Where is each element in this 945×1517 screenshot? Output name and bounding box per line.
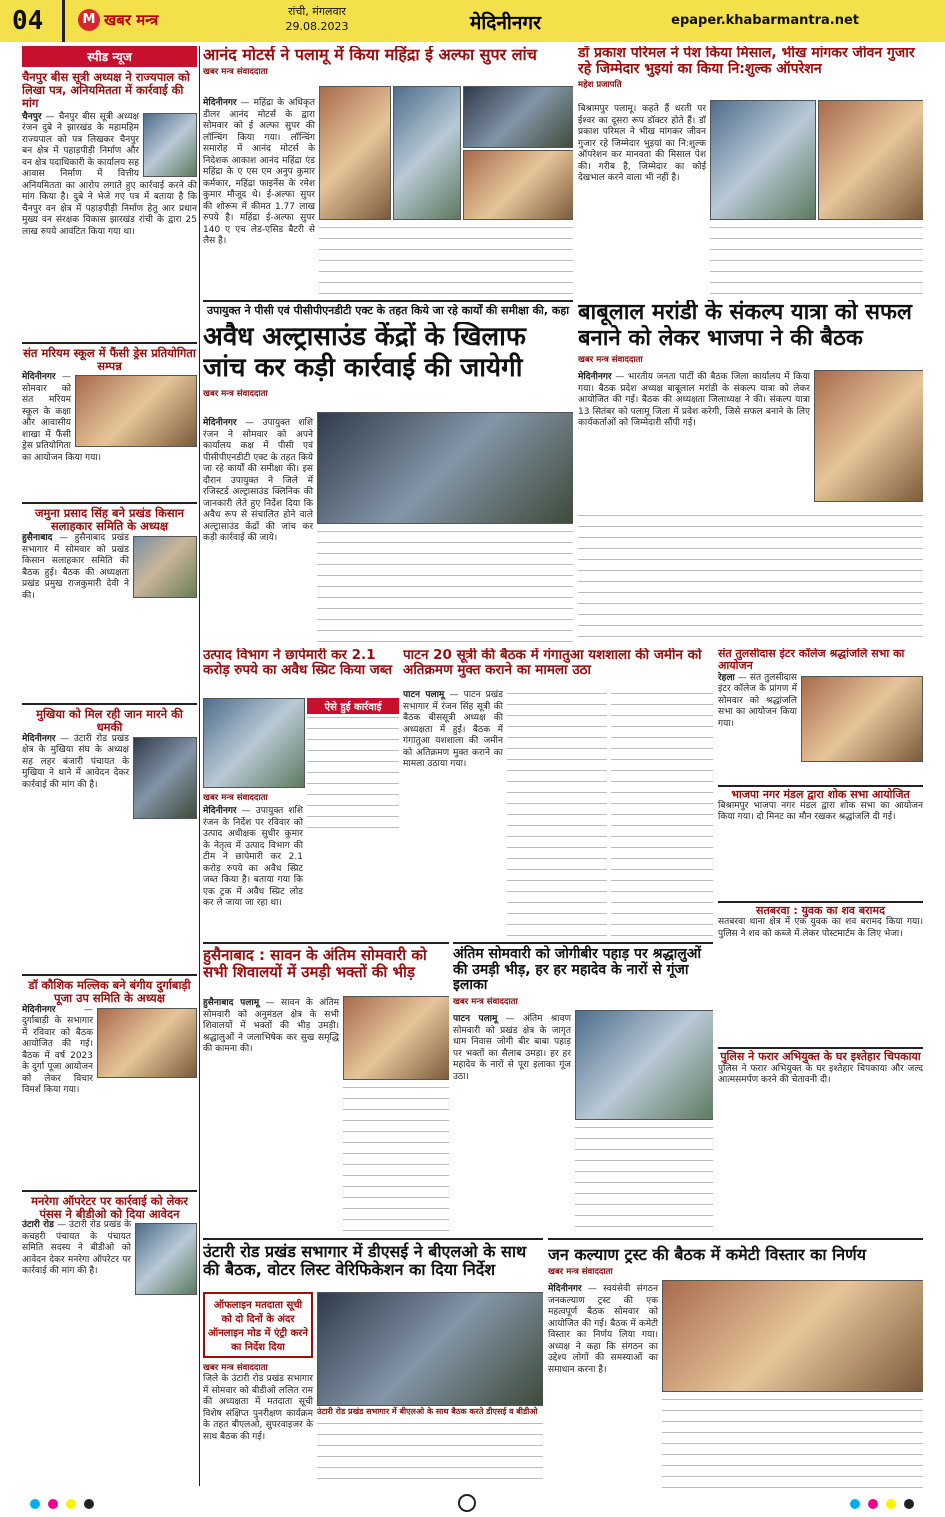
doctor-body: बिश्रामपुर पलामू। कहते हैं धरती पर ईश्वर का दूसरा रूप डॉक्टर होते हैं। डॉ प्रकाश परिमल ने भीख मांगकर जीवन गुजार रहे जिम्मेदार भुइयां का नि:शुल्क ऑपरेशन कर मानवता की मिसाल पेश की। गरीब है, जिम्मेदार का कोई देखभाल करने वाला भी नहीं है।	[578, 104, 706, 183]
excise-box-headline: ऐसे हुई कार्रवाई	[307, 698, 399, 714]
ultrasound-body: उपायुक्त शशि रंजन ने सोमवार को अपने कार्यालय कक्ष में पीसी एवं पीसीपीएनडीटी एक्ट के तहत किये जा रहे कार्यों की समीक्षा की। इस दौरान उपायुक्त ने जिले में रजिस्टर्ड अल्ट्रासाउंड क्लिनिक की जानकारी लेते हुए निर्देश दिया कि अवैध रूप से संचालित होने वाले अल्ट्रासाउंड केंद्रों की जांच कर कड़ी कार्रवाई की जाये।	[203, 418, 313, 543]
black-mark	[84, 1499, 94, 1509]
trust-headline[interactable]: जन कल्याण ट्रस्ट की बैठक में कमेटी विस्तार का निर्णय	[548, 1245, 866, 1264]
paatan-text-col3	[611, 690, 713, 936]
sawan-dateline: हुसैनाबाद पलामू	[203, 998, 260, 1008]
registration-target-icon	[458, 1494, 476, 1512]
s4-body: उंटारी रोड प्रखंड क्षेत्र के मुखिया संघ के अध्यक्ष सह लहर बंजारी पंचायत के मुखिया ने थाने में आवेदन देकर कार्रवाई की मांग की है।	[22, 733, 129, 790]
trust-photo	[662, 1280, 923, 1392]
trust-story	[548, 1238, 923, 1488]
masthead-dateline	[262, 4, 372, 34]
sawan-headline[interactable]: हुसैनाबाद : सावन के अंतिम सोमवारी को सभी शिवालयों में उमड़ी भक्तों की भीड़	[203, 946, 427, 981]
paatan-body: पाटन प्रखंड सभागार में रंजन सिंह सूत्री की बैठक बीससूत्री अध्यक्ष की अध्यक्षता में हुई। बैठक में गंगातुआ यशशाला की जमीन को अतिक्रमण मुक्त कराने का मामला उठाया गया।	[403, 690, 503, 769]
untari-caption: उंटारी रोड प्रखंड सभागार में बीएलओ के साथ बैठक करते डीएसई व बीडीओ	[317, 1407, 538, 1416]
untari-box: ऑफलाइन मतदाता सूची को दो दिनों के अंदर ऑनलाइन मोड में एंट्री करने का निर्देश दिया	[203, 1292, 313, 1358]
marandi-text-continued	[578, 512, 923, 642]
excise-credit: खबर मन्त्र संवाददाता	[203, 793, 268, 803]
s3-photo	[133, 536, 197, 598]
marandi-headline[interactable]: बाबूलाल मरांडी के संकल्प यात्रा को सफल बनाने को लेकर भाजपा ने की बैठक	[578, 300, 912, 351]
s4-dateline: मेदिनीनगर	[22, 733, 56, 744]
jogi-headline[interactable]: अंतिम सोमवारी को जोगीबीर पहाड़ पर श्रद्धालुओं की उमड़ी भीड़, हर हर महादेव के नारों से गूंजा इलाका	[453, 946, 702, 994]
s3-headline[interactable]: जमुना प्रसाद सिंह बने प्रखंड किसान सलाहकार समिति के अध्यक्ष	[22, 502, 197, 533]
shok-sabha-headline[interactable]: भाजपा नगर मंडल द्वारा शोक सभा आयोजित	[718, 785, 923, 801]
trust-credit: खबर मन्त्र संवाददाता	[548, 1266, 613, 1277]
left-column	[22, 46, 197, 1486]
s3-body: हुसैनाबाद प्रखंड सभागार में सोमवार को प्रखंड किसान सलाहकार समिति की बैठक हुई। बैठक की अध्यक्षता प्रखंड प्रमुख राजकुमारी देवी ने की।	[22, 533, 129, 601]
paatan-text-col2	[507, 690, 607, 936]
column-rule	[199, 46, 200, 1486]
satbarwa-body: सतबरवा थाना क्षेत्र में एक युवक का शव बरामद किया गया। पुलिस ने शव को कब्जे में लेकर पोस्टमार्टम के लिए भेजा।	[718, 917, 923, 939]
s5-headline[interactable]: डॉ कौशिक मल्लिक बने बंगीय दुर्गाबाड़ी पूजा उप समिति के अध्यक्ष	[22, 974, 197, 1005]
doctor-story	[578, 46, 923, 296]
tulsi-dateline: रेहला	[718, 672, 735, 683]
s6-body: उंटारी रोड प्रखंड के कचहरी पंचायत के पंचायत समिति सदस्य ने बीडीओ को आवेदन देकर मनरेगा ऑपरेटर पर कार्रवाई की मांग की है।	[22, 1220, 131, 1277]
s6-text: उंटारी रोड — उंटारी रोड प्रखंड के कचहरी पंचायत के पंचायत समिति सदस्य ने बीडीओ को आवेदन देकर मनरेगा ऑपरेटर पर कार्रवाई की मांग की है।	[22, 1220, 131, 1277]
s6-headline[interactable]: मनरेगा ऑपरेटर पर कार्रवाई को लेकर पंसस ने बीडीओ को दिया आवेदन	[22, 1190, 197, 1221]
jogi-body: अंतिम श्रावण सोमवारी को प्रखंड क्षेत्र के जागृत धाम निवास जोगी बीर बाबा पहाड़ पर भक्तों का सैलाब उमड़ा। हर हर महादेव के नारों से पूरा इलाका गूंज उठा।	[453, 1014, 571, 1082]
s5-text: मेदिनीनगर — दुर्गाबाड़ी के सभागार में रविवार को बैठक आयोजित की गई। बैठक में वर्ष 2023 के दुर्गा पूजा आयोजन को लेकर विचार विमर्श किया गया।	[22, 1004, 93, 1096]
sawan-story	[203, 942, 449, 1234]
review-strip	[203, 300, 573, 320]
ultrasound-dateline: मेदिनीनगर	[203, 418, 237, 428]
sawan-body: सावन के अंतिम सोमवारी को अनुमंडल क्षेत्र के सभी शिवालयों में भक्तों की भीड़ उमड़ी। श्रद्धालुओं ने जलाभिषेक कर सुख समृद्धि की कामना की।	[203, 998, 339, 1054]
s1-photo	[143, 113, 197, 177]
s1-dateline: चैनपुर	[22, 111, 42, 122]
cyan-mark-right	[850, 1499, 860, 1509]
s2-body: सोमवार को संत मरियम स्कूल के कक्षा और आवासीय शाखा में फैंसी ड्रेस प्रतियोगिता का आयोजन किया गया।	[22, 383, 102, 463]
mahindra-credit: खबर मन्त्र संवाददाता	[203, 66, 268, 77]
marandi-story	[578, 300, 923, 645]
trust-body: स्वयंसेवी संगठन जनकल्याण ट्रस्ट की एक महत्वपूर्ण बैठक सोमवार को आयोजित की गई। बैठक में कमेटी विस्तार का निर्णय लिया गया। अध्यक्ष ने कहा कि संगठन का उद्देश्य लोगों की समस्याओं का समाधान करना है।	[548, 1284, 658, 1375]
jogi-credit: खबर मन्त्र संवाददाता	[453, 997, 518, 1008]
s4-headline[interactable]: मुखिया को मिल रही जान मारने की धमकी	[22, 703, 197, 734]
sawan-text: हुसैनाबाद पलामू — सावन के अंतिम सोमवारी को अनुमंडल क्षेत्र के सभी शिवालयों में भक्तों की भीड़ उमड़ी। श्रद्धालुओं ने जलाभिषेक कर सुख समृद्धि की कामना की।	[203, 998, 339, 1054]
trust-text-continued	[662, 1396, 923, 1488]
s2-dateline: मेदिनीनगर	[22, 372, 56, 383]
masthead-date: 29.08.2023	[285, 20, 349, 33]
s5-body: दुर्गाबाड़ी के सभागार में रविवार को बैठक आयोजित की गई। बैठक में वर्ष 2023 के दुर्गा पूजा आयोजन को लेकर विचार विमर्श किया गया।	[22, 1016, 93, 1096]
website-link[interactable]: epaper.khabarmantra.net	[671, 13, 859, 28]
trust-text: मेदिनीनगर — स्वयंसेवी संगठन जनकल्याण ट्रस्ट की एक महत्वपूर्ण बैठक सोमवार को आयोजित की गई। बैठक में कमेटी विस्तार का निर्णय लिया गया। अध्यक्ष ने कहा कि संगठन का उद्देश्य लोगों की समस्याओं का समाधान करना है।	[548, 1284, 658, 1375]
mahindra-photo-1	[319, 86, 391, 220]
mahindra-dateline: मेदिनीनगर	[203, 98, 237, 108]
sawan-text-continued	[343, 1084, 449, 1234]
masthead-city: रांची, मंगलवार	[288, 5, 346, 18]
trust-dateline: मेदिनीनगर	[548, 1284, 582, 1294]
s4-text: मेदिनीनगर — उंटारी रोड प्रखंड क्षेत्र के मुखिया संघ के अध्यक्ष सह लहर बंजारी पंचायत के मुखिया ने थाने में आवेदन देकर कार्रवाई की मांग की है।	[22, 733, 129, 790]
ultrasound-text-continued	[317, 528, 573, 642]
s5-photo	[97, 1008, 197, 1078]
ultrasound-headline[interactable]: अवैध अल्ट्रासाउंड केंद्रों के खिलाफ जांच कर कड़ी कार्रवाई की जायेगी	[203, 322, 526, 383]
doctor-headline[interactable]: डॉ प्रकाश परिमल ने पेश किया मिसाल, भीख मांगकर जीवन गुजार रहे जिम्मेदार भुइयां का किया नि:शुल्क ऑपरेशन	[578, 46, 915, 77]
s5-dateline: मेदिनीनगर	[22, 1004, 56, 1015]
mahindra-body: महिंद्रा के अधिकृत डीलर आनंद मोटर्स के द्वारा सोमवार को ई अल्फा सुपर की लॉन्चिंग किया गया। लॉन्चिंग समारोह में आनंद मोटर्स के निदेशक आकाश आनंद महिंद्रा एंड महिंद्रा के ए एस एम अनुप कुमार कर्मकार, महिंद्रा फाइनेंस के रमेश कुमार मौजूद थे। ई-अल्फा सुपर की शोरूम में कीमत 1.77 लाख रुपये है। महिंद्रा ई-अल्फा सुपर 140 ए एच लेड-एसिड बैटरी से लैस है।	[203, 98, 315, 246]
marandi-credit: खबर मन्त्र संवाददाता	[578, 355, 643, 365]
marandi-body: भारतीय जनता पार्टी की बैठक जिला कार्यालय में किया गया। बैठक प्रदेश अध्यक्ष बाबूलाल मरांडी के संकल्प यात्रा को लेकर आयोजित की गई। बैठक की अध्यक्षता जिलाध्यक्ष ने की। संकल्प यात्रा 13 सितंबर को पलामू जिला में प्रवेश करेगी, जिसे सफल बनाने के लिए कार्यकर्ताओं को जिम्मेदारी सौंपी गई।	[578, 372, 810, 428]
masthead	[0, 0, 945, 42]
marandi-dateline: मेदिनीनगर	[578, 372, 612, 382]
yellow-mark	[66, 1499, 76, 1509]
jogi-dateline: पाटन पलामू	[453, 1014, 498, 1024]
untari-text-continued	[317, 1420, 543, 1488]
s1-text: चैनपुर — चैनपुर बीस सूत्री अध्यक्ष रंजन दुबे ने झारखंड के महामहिम राज्यपाल को पत्र लिखकर चैनपुर बन क्षेत्र में पहाड़पीड़ी निर्माण और वन क्षेत्र पदाधिकारी के कार्यालय सह आवास निर्माण में वित्तीय अनियमितता का आरोप लगाते हुए कार्रवाई करने की मांग किया है। दुबे ने भेजे गए पत्र में बताया है कि चैनपुर वन क्षेत्र में पहाड़पीड़ी निर्माण हेतु आर प्रधान मुख्य वन संरक्षक विकास झारखंड रांची के द्वारा 25 लाख रुपये आवंटित किया गया था।	[22, 111, 197, 237]
tulsi-headline[interactable]: संत तुलसीदास इंटर कॉलेज श्रद्धांजलि सभा का आयोजन	[718, 648, 905, 673]
cyan-mark	[30, 1499, 40, 1509]
s2-headline[interactable]: संत मरियम स्कूल में फैंसी ड्रेस प्रतियोगिता सम्पन्न	[22, 342, 197, 373]
brand-logo-icon: M	[78, 9, 100, 31]
section-title: मेदिनीनगर	[470, 12, 541, 34]
excise-story	[203, 648, 399, 938]
marandi-text: मेदिनीनगर — भारतीय जनता पार्टी की बैठक जिला कार्यालय में किया गया। बैठक प्रदेश अध्यक्ष बाबूलाल मरांडी के संकल्प यात्रा को लेकर आयोजित की गई। बैठक की अध्यक्षता जिलाध्यक्ष ने की। संकल्प यात्रा 13 सितंबर को पलामू जिला में प्रवेश करेगी, जिसे सफल बनाने के लिए कार्यकर्ताओं को जिम्मेदारी सौंपी गई।	[578, 372, 810, 428]
excise-headline[interactable]: उत्पाद विभाग ने छापेमारी कर 2.1 करोड़ रुपये का अवैध स्प्रिट किया जब्त	[203, 648, 393, 679]
ultrasound-photo	[317, 412, 573, 524]
excise-photo	[203, 698, 305, 788]
s4-photo	[133, 737, 197, 819]
magenta-mark-right	[868, 1499, 878, 1509]
s1-body: चैनपुर बीस सूत्री अध्यक्ष रंजन दुबे ने झारखंड के महामहिम राज्यपाल को पत्र लिखकर चैनपुर बन क्षेत्र में पहाड़पीड़ी निर्माण और वन क्षेत्र पदाधिकारी के कार्यालय सह आवास निर्माण में वित्तीय अनियमितता का आरोप लगाते हुए कार्रवाई करने की मांग किया है। दुबे ने भेजे गए पत्र में बताया है कि चैनपुर वन क्षेत्र में पहाड़पीड़ी निर्माण हेतु आर प्रधान मुख्य वन संरक्षक विकास झारखंड रांची के द्वारा 25 लाख रुपये आवंटित किया गया था।	[22, 111, 197, 237]
sawan-photo	[343, 996, 449, 1080]
speed-news-label: स्पीड न्यूज	[22, 46, 197, 67]
paatan-text: पाटन पलामू — पाटन प्रखंड सभागार में रंजन सिंह सूत्री की बैठक बीससूत्री अध्यक्ष की अध्यक्षता में हुई। बैठक में गंगातुआ यशशाला की जमीन को अतिक्रमण मुक्त कराने का मामला उठाया गया।	[403, 690, 503, 769]
s2-photo	[75, 375, 197, 447]
mahindra-text-continued	[319, 224, 573, 294]
black-mark-right	[904, 1499, 914, 1509]
mahindra-photo-4	[463, 150, 573, 220]
jogi-text-continued	[575, 1124, 713, 1234]
doctor-text-continued	[710, 224, 923, 294]
right-briefs	[718, 648, 923, 1233]
tulsi-photo	[801, 676, 923, 762]
tulsi-body: संत तुलसीदास इंटर कॉलेज के प्रांगण में सोमवार को श्रद्धांजलि सभा का आयोजन किया गया।	[718, 672, 797, 729]
excise-text: मेदिनीनगर — उपायुक्त शशि रंजन के निर्देश पर रविवार को उत्पाद अधीक्षक सुधीर कुमार के नेतृत्व में उत्पाद विभाग की टीम ने छापेमारी कर 2.1 करोड़ रुपये का अवैध स्प्रिट जब्त किया है। बताया गया कि एक ट्रक में अवैध स्प्रिट लोड कर ले जाया जा रहा था।	[203, 806, 303, 908]
page-number: 04	[12, 6, 44, 36]
untari-story	[203, 1238, 543, 1488]
shok-sabha-body: बिश्रामपुर भाजपा नगर मंडल द्वारा शोक सभा का आयोजन किया गया। दो मिनट का मौन रखकर श्रद्धांजलि दी गई।	[718, 800, 923, 823]
excise-body: उपायुक्त शशि रंजन के निर्देश पर रविवार को उत्पाद अधीक्षक सुधीर कुमार के नेतृत्व में उत्पाद विभाग की टीम ने छापेमारी कर 2.1 करोड़ रुपये का अवैध स्प्रिट जब्त किया है। बताया गया कि एक ट्रक में अवैध स्प्रिट लोड कर ले जाया जा रहा था।	[203, 806, 303, 908]
jogi-story	[453, 942, 713, 1234]
paatan-dateline: पाटन पलामू	[403, 690, 445, 700]
satbarwa-headline[interactable]: सतबरवा : युवक का शव बरामद	[718, 901, 923, 917]
s1-headline[interactable]: चैनपुर बीस सूत्री अध्यक्ष ने राज्यपाल को लिखा पत्र, अनियमितता में कार्रवाई की मांग	[22, 70, 190, 110]
excise-dateline: मेदिनीनगर	[203, 806, 237, 816]
tulsi-text: रेहला — संत तुलसीदास इंटर कॉलेज के प्रांगण में सोमवार को श्रद्धांजलि सभा का आयोजन किया गया।	[718, 672, 797, 729]
yellow-mark-right	[886, 1499, 896, 1509]
brand-name: खबर मन्त्र	[104, 11, 159, 29]
untari-photo	[317, 1292, 543, 1406]
s3-dateline: हुसैनाबाद	[22, 533, 53, 544]
s6-photo	[135, 1223, 197, 1295]
marandi-photo	[814, 370, 923, 502]
jogi-text: पाटन पलामू — अंतिम श्रावण सोमवारी को प्रखंड क्षेत्र के जागृत धाम निवास जोगी बीर बाबा पहाड़ पर भक्तों का सैलाब उमड़ा। हर हर महादेव के नारों से पूरा इलाका गूंज उठा।	[453, 1014, 571, 1082]
untari-credit: खबर मन्त्र संवाददाता	[203, 1363, 268, 1373]
police-body: पुलिस ने फरार अभियुक्त के घर इश्तेहार चिपकाया और जल्द आत्मसमर्पण करने की चेतावनी दी।	[718, 1063, 923, 1086]
paatan-story	[403, 648, 713, 938]
jogi-photo	[575, 1010, 713, 1120]
doctor-photo-1	[710, 100, 816, 220]
magenta-mark	[48, 1499, 58, 1509]
police-headline[interactable]: पुलिस ने फरार अभियुक्त के घर इश्तेहार चिपकाया	[718, 1047, 923, 1063]
s3-text: हुसैनाबाद — हुसैनाबाद प्रखंड सभागार में सोमवार को प्रखंड किसान सलाहकार समिति की बैठक हुई। बैठक की अध्यक्षता प्रखंड प्रमुख राजकुमारी देवी ने की।	[22, 533, 129, 601]
s6-dateline: उंटारी रोड	[22, 1220, 54, 1231]
untari-headline[interactable]: उंटारी रोड प्रखंड सभागार में डीएसई ने बीएलओ के साथ की बैठक, वोटर लिस्ट वेरिफिकेशन का दिया निर्देश	[203, 1242, 527, 1279]
mahindra-headline[interactable]: आनंद मोटर्स ने पलामू में किया महिंद्रा ई अल्फा सुपर लांच	[203, 46, 537, 64]
mahindra-story	[203, 46, 573, 296]
s2-text: मेदिनीनगर — सोमवार को संत मरियम स्कूल के कक्षा और आवासीय शाखा में फैंसी ड्रेस प्रतियोगिता का आयोजन किया गया।	[22, 372, 102, 463]
ultrasound-credit: खबर मन्त्र संवाददाता	[203, 389, 268, 399]
mahindra-photo-2	[393, 86, 461, 220]
doctor-credit: महेश प्रजापति	[578, 80, 622, 91]
review-strip-text: उपायुक्त ने पीसी एवं पीसीपीएनडीटी एक्ट के तहत किये जा रहे कार्यों की समीक्षा की, कहा	[206, 304, 570, 317]
excise-box-text	[307, 714, 399, 834]
doctor-photo-2	[818, 100, 923, 220]
paatan-headline[interactable]: पाटन 20 सूत्री की बैठक में गंगातुआ यशशाला की जमीन को अतिक्रमण मुक्त कराने का मामला उठा	[403, 648, 702, 679]
mahindra-photo-3	[463, 86, 573, 148]
ultrasound-story	[203, 322, 573, 642]
mahindra-text: मेदिनीनगर — महिंद्रा के अधिकृत डीलर आनंद मोटर्स के द्वारा सोमवार को ई अल्फा सुपर की लॉन्चिंग किया गया। लॉन्चिंग समारोह में आनंद मोटर्स के निदेशक आकाश आनंद महिंद्रा एंड महिंद्रा के ए एस एम अनुप कुमार कर्मकार, महिंद्रा फाइनेंस के रमेश कुमार मौजूद थे। ई-अल्फा सुपर की शोरूम में कीमत 1.77 लाख रुपये है। महिंद्रा ई-अल्फा सुपर 140 ए एच लेड-एसिड बैटरी से लैस है।	[203, 98, 315, 246]
ultrasound-text: मेदिनीनगर — उपायुक्त शशि रंजन ने सोमवार को अपने कार्यालय कक्ष में पीसी एवं पीसीपीएनडीटी एक्ट के तहत किये जा रहे कार्यों की समीक्षा की। इस दौरान उपायुक्त ने जिले में रजिस्टर्ड अल्ट्रासाउंड क्लिनिक की जानकारी लेते हुए निर्देश दिया कि अवैध रूप से संचालित होने वाले अल्ट्रासाउंड केंद्रों की जांच कर कड़ी कार्रवाई की जाये।	[203, 418, 313, 543]
untari-body: जिले के उंटारी रोड प्रखंड सभागार में सोमवार को बीडीओ ललित राम की अध्यक्षता में मतदाता सूची विशेष संक्षिप्त पुनरीक्षण कार्यक्रम के तहत बीएलओ, सुपरवाइजर के साथ बैठक की गई।	[203, 1374, 313, 1442]
